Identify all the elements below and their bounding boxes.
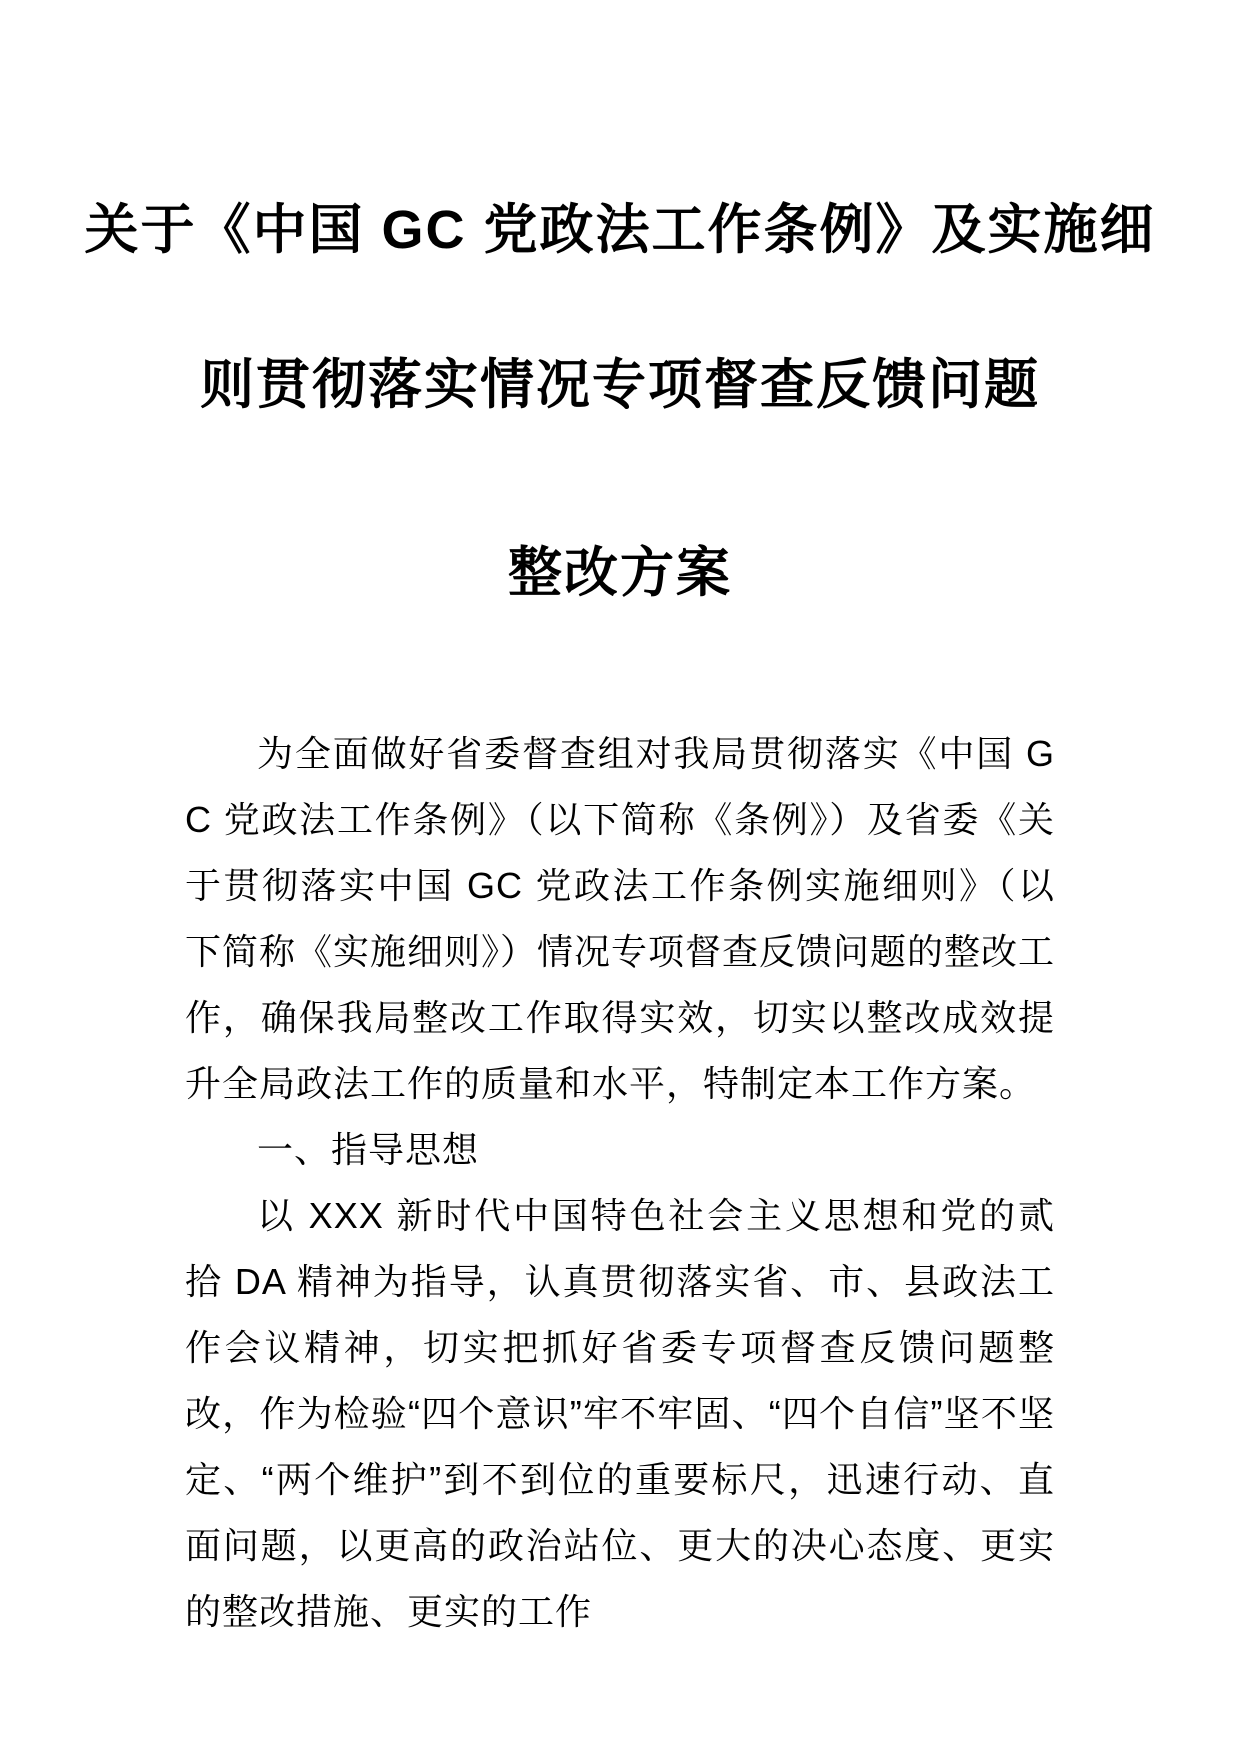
paragraph-guiding-ideology: 以 XXX 新时代中国特色社会主义思想和党的贰拾 DA 精神为指导，认真贯彻落实省、市、县政法工作会议精神，切实把抓好省委专项督查反馈问题整改，作为检验“四个意识”牢不牢固、“四个自信”坚不坚定、“两个维护”到不到位的重要标尺，迅速行动、直面问题，以更高的政治站位、更大的决心态度、更实的整改措施、更实的工作 bbox=[185, 1195, 1055, 1632]
title-line-2: 则贯彻落实情况专项督查反馈问题 bbox=[200, 355, 1040, 415]
title-line-1: 关于《中国 GC 党政法工作条例》及实施细 bbox=[84, 200, 1156, 260]
paragraph-intro: 为全面做好省委督查组对我局贯彻落实《中国 GC 党政法工作条例》（以下简称《条例》）及省委《关于贯彻落实中国 GC 党政法工作条例实施细则》（以下简称《实施细则》）情况专项督查反馈问题的整改工作，确保我局整改工作取得实效，切实以整改成效提升全局政法工作的质量和水平，特制定本工作方案。 bbox=[185, 733, 1056, 1104]
title-line-3: 整改方案 bbox=[508, 543, 732, 603]
document-body bbox=[185, 721, 1055, 1645]
section-heading-guiding-ideology: 一、指导思想 bbox=[257, 1129, 480, 1170]
document-title bbox=[0, 0, 1240, 651]
